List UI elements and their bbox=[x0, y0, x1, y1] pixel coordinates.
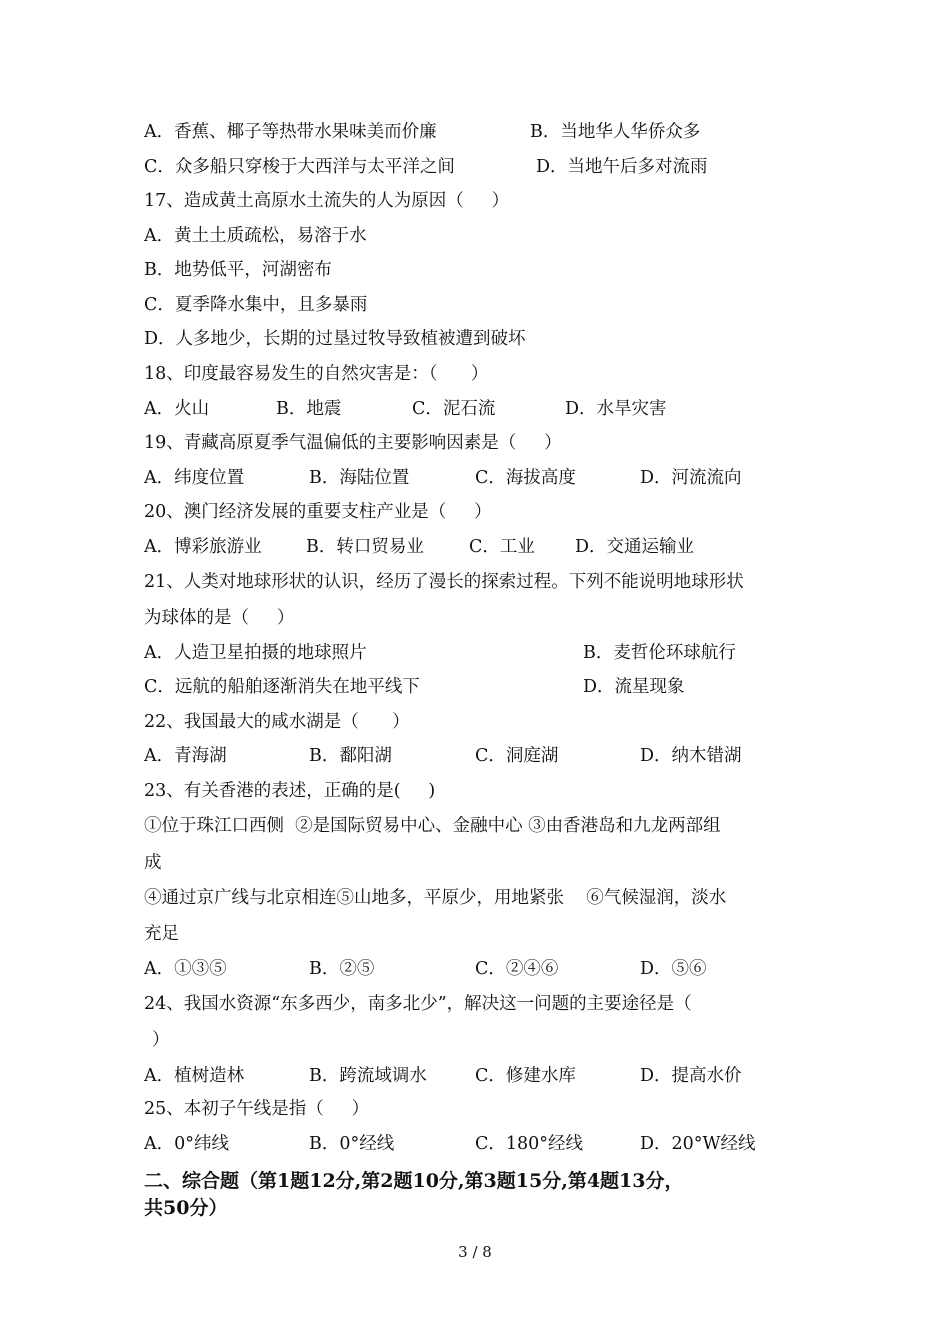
q22-stem: 22、我国最大的咸水湖是（ ） bbox=[144, 712, 410, 732]
q16-option-a: A．香蕉、椰子等热带水果味美而价廉 bbox=[144, 122, 437, 142]
q24-option-d: D．提高水价 bbox=[640, 1066, 742, 1086]
q17-option-d: D．人多地少，长期的过垦过牧导致植被遭到破坏 bbox=[144, 329, 526, 349]
q23-stem: 23、有关香港的表述，正确的是( ) bbox=[144, 781, 436, 801]
q25-option-d: D．20°W经线 bbox=[640, 1134, 756, 1154]
q23-option-a: A．①③⑤ bbox=[144, 959, 227, 979]
q22-option-c: C．洞庭湖 bbox=[475, 746, 559, 766]
q20-stem: 20、澳门经济发展的重要支柱产业是（ ） bbox=[144, 502, 492, 522]
q20-option-a: A．博彩旅游业 bbox=[144, 537, 262, 557]
q23-statements-line1-cont: 成 bbox=[144, 853, 162, 873]
q21-stem-line1: 21、人类对地球形状的认识，经历了漫长的探索过程。下列不能说明地球形状 bbox=[144, 572, 744, 592]
q24-option-c: C．修建水库 bbox=[475, 1066, 576, 1086]
q19-option-c: C．海拔高度 bbox=[475, 468, 576, 488]
q25-option-a: A．0°纬线 bbox=[144, 1134, 230, 1154]
q23-statements-line2-cont: 充足 bbox=[144, 924, 179, 944]
q20-option-d: D．交通运输业 bbox=[575, 537, 695, 557]
q16-option-d: D．当地午后多对流雨 bbox=[536, 157, 708, 177]
q23-option-b: B．②⑤ bbox=[309, 959, 375, 979]
q23-statements-line1: ①位于珠江口西侧 ②是国际贸易中心、金融中心 ③由香港岛和九龙两部组 bbox=[144, 816, 721, 836]
q18-option-a: A．火山 bbox=[144, 399, 210, 419]
q24-stem-line2: ） bbox=[152, 1030, 170, 1050]
q22-option-b: B．鄱阳湖 bbox=[309, 746, 392, 766]
q17-option-c: C．夏季降水集中，且多暴雨 bbox=[144, 295, 368, 315]
q21-option-c: C．远航的船舶逐渐消失在地平线下 bbox=[144, 677, 420, 697]
q18-option-b: B．地震 bbox=[276, 399, 342, 419]
q20-option-c: C．工业 bbox=[469, 537, 535, 557]
q19-stem: 19、青藏高原夏季气温偏低的主要影响因素是（ ） bbox=[144, 433, 562, 453]
q24-option-b: B．跨流域调水 bbox=[309, 1066, 427, 1086]
q21-stem-line2: 为球体的是（ ） bbox=[144, 608, 295, 628]
q17-option-b: B．地势低平，河湖密布 bbox=[144, 260, 332, 280]
q16-option-c: C．众多船只穿梭于大西洋与太平洋之间 bbox=[144, 157, 455, 177]
q17-option-a: A．黄土土质疏松，易溶于水 bbox=[144, 226, 367, 246]
q22-option-d: D．纳木错湖 bbox=[640, 746, 742, 766]
q19-option-b: B．海陆位置 bbox=[309, 468, 410, 488]
q21-option-b: B．麦哲伦环球航行 bbox=[583, 643, 736, 663]
q17-stem: 17、造成黄土高原水土流失的人为原因（ ） bbox=[144, 191, 510, 211]
q25-option-b: B．0°经线 bbox=[309, 1134, 395, 1154]
q23-option-c: C．②④⑥ bbox=[475, 959, 559, 979]
q18-option-d: D．水旱灾害 bbox=[565, 399, 667, 419]
section-2-heading-line1: 二、综合题（第1题12分,第2题10分,第3题15分,第4题13分， bbox=[144, 1170, 684, 1192]
q20-option-b: B．转口贸易业 bbox=[306, 537, 424, 557]
q19-option-d: D．河流流向 bbox=[640, 468, 742, 488]
q19-option-a: A．纬度位置 bbox=[144, 468, 245, 488]
q18-option-c: C．泥石流 bbox=[412, 399, 496, 419]
q16-option-b: B．当地华人华侨众多 bbox=[530, 122, 701, 142]
page-number: 3 / 8 bbox=[458, 1243, 492, 1261]
q21-option-a: A．人造卫星拍摄的地球照片 bbox=[144, 643, 367, 663]
q24-option-a: A．植树造林 bbox=[144, 1066, 245, 1086]
q25-stem: 25、本初子午线是指（ ） bbox=[144, 1099, 370, 1119]
q25-option-c: C．180°经线 bbox=[475, 1134, 584, 1154]
q22-option-a: A．青海湖 bbox=[144, 746, 227, 766]
q24-stem-line1: 24、我国水资源“东多西少，南多北少”，解决这一问题的主要途径是（ bbox=[144, 994, 692, 1014]
q18-stem: 18、印度最容易发生的自然灾害是：（ ） bbox=[144, 364, 489, 384]
q23-option-d: D．⑤⑥ bbox=[640, 959, 707, 979]
q23-statements-line2: ④通过京广线与北京相连⑤山地多，平原少，用地紧张 ⑥气候湿润，淡水 bbox=[144, 888, 727, 908]
section-2-heading-line2: 共50分） bbox=[144, 1197, 228, 1219]
q21-option-d: D．流星现象 bbox=[583, 677, 685, 697]
